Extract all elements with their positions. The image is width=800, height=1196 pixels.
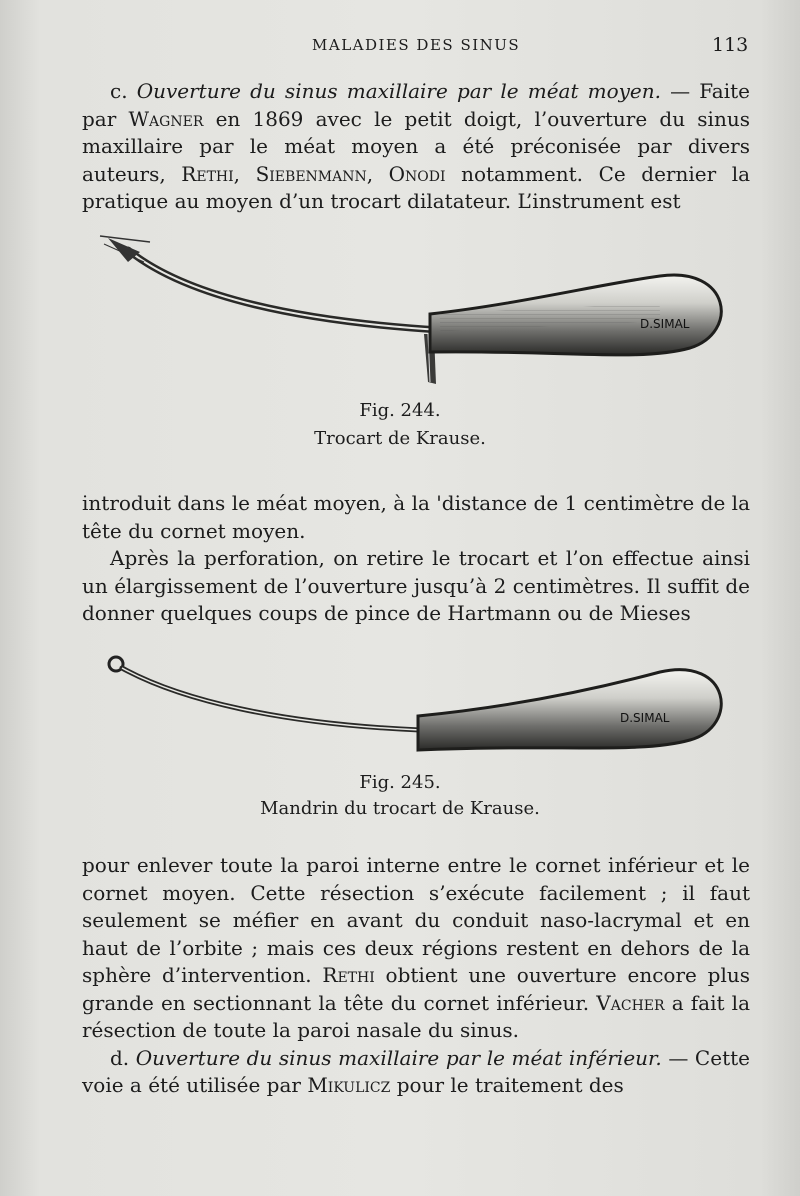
paragraph-text: obtient une ouverture encore plus grande en sectionnant la tête du cornet inférieur. xyxy=(82,963,751,1015)
paragraph-resection xyxy=(82,852,750,1045)
paragraph-text: en 1869 avec le petit doigt, l’ouverture du sinus maxillaire par le méat moyen a été préconisée par divers auteurs, xyxy=(82,106,750,186)
paragraph-text: — Cette voie a été utilisée par xyxy=(82,1045,750,1097)
text-block-middle xyxy=(82,490,750,628)
text-block-bottom xyxy=(82,852,750,1100)
author-name: Siebenmann xyxy=(255,161,367,186)
paragraph-text: pour enlever toute la paroi interne entre le cornet inférieur et le cornet moyen. Cette résection s’exécute facilement ; il faut seulement se méfier en avant du conduit naso-lacrymal et en haut de l’orbite ; mais ces deux régions restent en dehors de la sphère d’intervention. xyxy=(82,853,750,987)
paragraph-inferior-meatus xyxy=(82,1045,750,1100)
text-block-top xyxy=(82,78,750,216)
mandrel-handle xyxy=(418,670,721,750)
section-letter: c. xyxy=(110,79,137,103)
mandrel-shaft xyxy=(122,668,420,730)
figure-caption: Mandrin du trocart de Krause. xyxy=(260,798,540,819)
author-name: Vacher xyxy=(596,990,665,1015)
figure-244 xyxy=(0,222,800,452)
author-name: Wagner xyxy=(128,106,204,131)
figure-number: Fig. 244. xyxy=(359,400,441,421)
section-title: Ouverture du sinus maxillaire par le méat inférieur. xyxy=(135,1045,662,1070)
paragraph-middle-meatus xyxy=(82,78,750,216)
paragraph-perforation: Après la perforation, on retire le trocart et l’on effectue ainsi un élargissement de l’ouverture jusqu’à 2 centimètres. Il suffit de donner quelques coups de pince de Hartmann ou de Mieses xyxy=(82,546,750,625)
paragraph-text: a fait la résection de toute la paroi nasale du sinus. xyxy=(82,990,750,1042)
maker-mark: D.SIMAL xyxy=(640,317,690,331)
maker-mark: D.SIMAL xyxy=(620,711,670,725)
author-name: Rethi xyxy=(181,161,234,186)
running-title: MALADIES DES SINUS xyxy=(312,36,521,54)
trocar-illustration xyxy=(0,222,800,397)
paragraph-text: notamment. Ce dernier la pratique au moyen d’un trocart dilatateur. L’instrument est xyxy=(82,161,751,213)
section-letter: d. xyxy=(110,1045,136,1070)
page-header xyxy=(0,34,800,58)
figure-245 xyxy=(0,650,800,830)
author-name: Rethi xyxy=(322,963,375,987)
paragraph-text: , xyxy=(366,161,389,186)
page-number: 113 xyxy=(712,34,749,56)
author-name: Mikulicz xyxy=(307,1073,391,1097)
paragraph-text: pour le traitement des xyxy=(390,1073,624,1097)
section-title: Ouverture du sinus maxillaire par le méat moyen. xyxy=(136,79,662,103)
mandrel-illustration xyxy=(0,650,800,765)
trocar-shaft xyxy=(128,250,440,330)
paragraph-text: — Faite par xyxy=(82,79,750,131)
figure-number: Fig. 245. xyxy=(359,772,441,793)
paragraph-continued: introduit dans le méat moyen, à la 'distance de 1 centimètre de la tête du cornet moyen. xyxy=(82,491,750,543)
paragraph-text: , xyxy=(233,161,256,186)
figure-caption: Trocart de Krause. xyxy=(314,428,486,449)
author-name: Onodi xyxy=(388,161,446,186)
